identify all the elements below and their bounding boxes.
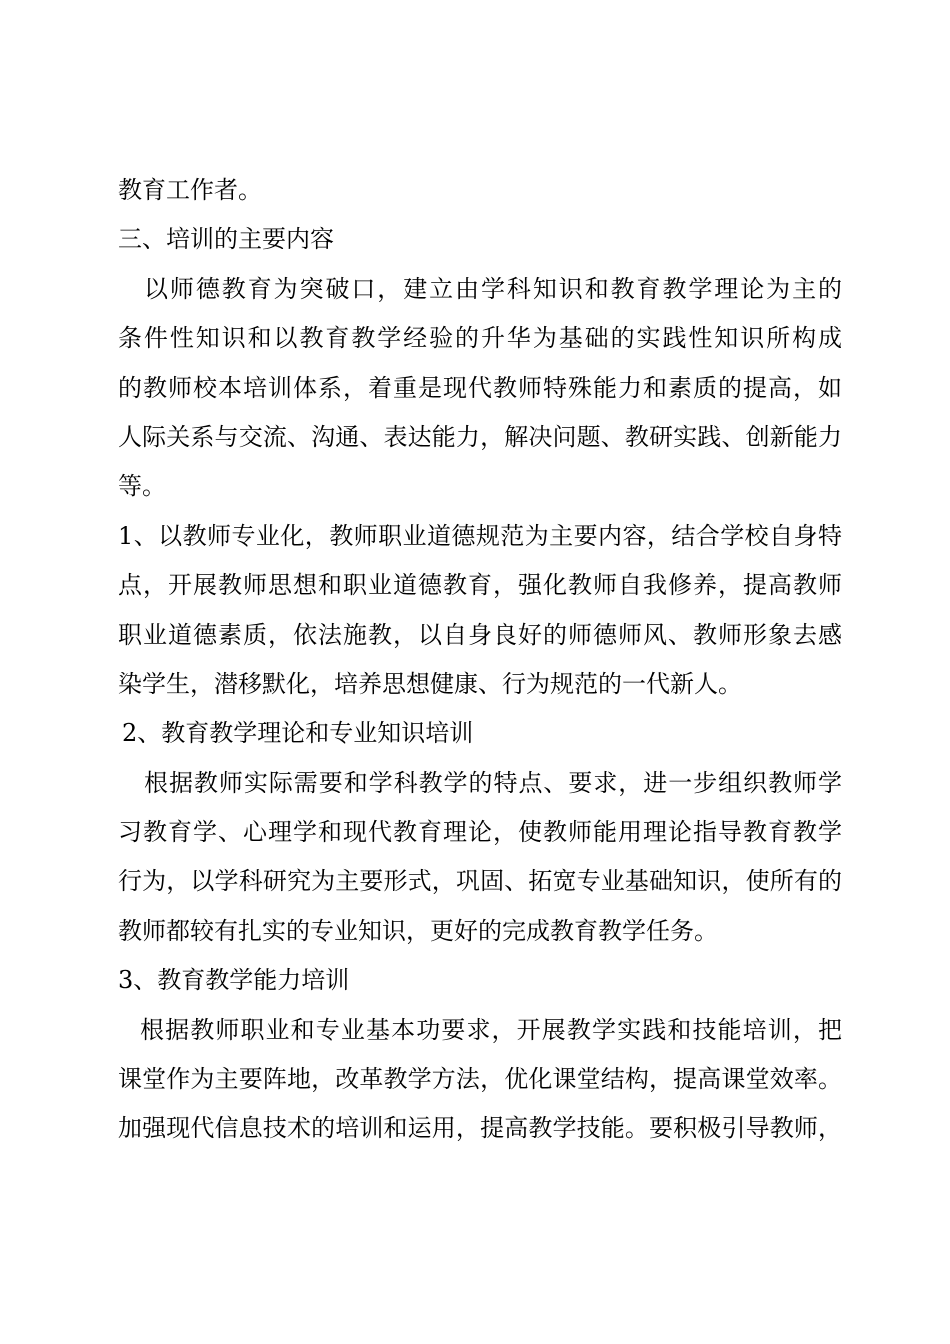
paragraph-line: 习教育学、心理学和现代教育理论，使教师能用理论指导教育教学 <box>118 818 842 847</box>
paragraph-line: 人际关系与交流、沟通、表达能力，解决问题、教研实践、创新能力 <box>118 422 842 451</box>
paragraph-line: 职业道德素质，依法施教，以自身良好的师德师风、教师形象去感 <box>118 620 842 649</box>
section-heading: 三、培训的主要内容 <box>118 225 334 254</box>
list-item-1-line: 1、以教师专业化，教师职业道德规范为主要内容，结合学校自身特 <box>118 521 842 550</box>
paragraph-line: 教育工作者。 <box>118 176 262 204</box>
paragraph-line: 条件性知识和以教育教学经验的升华为基础的实践性知识所构成 <box>118 324 842 353</box>
paragraph-line: 等。 <box>118 472 166 501</box>
paragraph-line: 教师都较有扎实的专业知识，更好的完成教育教学任务。 <box>118 916 718 945</box>
document-body <box>118 166 842 1154</box>
paragraph-line: 行为，以学科研究为主要形式，巩固、拓宽专业基础知识，使所有的 <box>118 867 842 896</box>
paragraph-line: 根据教师职业和专业基本功要求，开展教学实践和技能培训，把 <box>140 1015 842 1044</box>
paragraph-line: 染学生，潜移默化，培养思想健康、行为规范的一代新人。 <box>118 669 742 698</box>
list-item-3-heading: 3、教育教学能力培训 <box>118 966 350 995</box>
paragraph-line: 加强现代信息技术的培训和运用，提高教学技能。要积极引导教师， <box>118 1114 842 1143</box>
paragraph-line: 根据教师实际需要和学科教学的特点、要求，进一步组织教师学 <box>144 768 842 797</box>
paragraph-line: 课堂作为主要阵地，改革教学方法，优化课堂结构，提高课堂效率。 <box>118 1065 842 1094</box>
paragraph-line: 以师德教育为突破口，建立由学科知识和教育教学理论为主的 <box>144 274 842 303</box>
list-item-2-heading: 2、教育教学理论和专业知识培训 <box>122 719 474 748</box>
paragraph-line: 的教师校本培训体系，着重是现代教师特殊能力和素质的提高，如 <box>118 373 842 402</box>
paragraph-line: 点，开展教师思想和职业道德教育，强化教师自我修养，提高教师 <box>118 571 842 600</box>
